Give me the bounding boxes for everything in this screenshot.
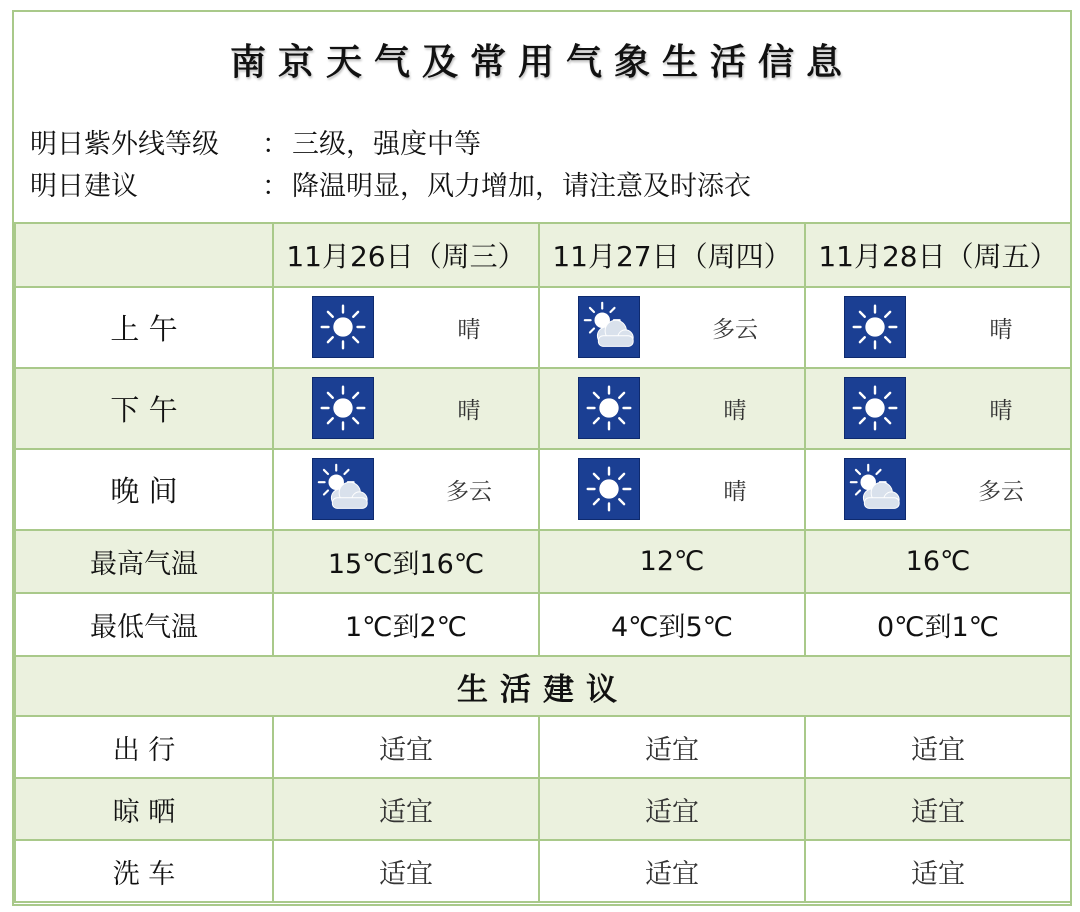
high-temp-label: 最高气温 bbox=[15, 530, 273, 593]
life-value: 适宜 bbox=[539, 716, 805, 778]
weather-cell bbox=[805, 449, 1071, 530]
life-section-title: 生活建议 bbox=[15, 656, 1071, 716]
life-label: 出 行 bbox=[15, 716, 273, 778]
weather-card bbox=[12, 10, 1072, 906]
period-label: 晚 间 bbox=[15, 449, 273, 530]
corner-cell bbox=[15, 223, 273, 287]
weather-cell bbox=[273, 368, 539, 449]
life-section-row bbox=[15, 656, 1071, 716]
weather-text: 晴 bbox=[723, 479, 747, 505]
partly-cloudy-icon bbox=[578, 296, 640, 358]
weather-text: 晴 bbox=[989, 398, 1013, 424]
weather-text: 晴 bbox=[457, 317, 481, 343]
weather-text: 多云 bbox=[446, 479, 492, 505]
weather-text: 晴 bbox=[989, 317, 1013, 343]
period-label: 上 午 bbox=[15, 287, 273, 368]
life-value: 适宜 bbox=[273, 716, 539, 778]
weather-cell bbox=[539, 287, 805, 368]
weather-text: 多云 bbox=[712, 317, 758, 343]
period-row-afternoon bbox=[15, 368, 1071, 449]
life-label: 晾 晒 bbox=[15, 778, 273, 840]
sun-icon bbox=[312, 296, 374, 358]
weather-cell bbox=[539, 368, 805, 449]
life-value: 适宜 bbox=[805, 778, 1071, 840]
life-value: 适宜 bbox=[805, 840, 1071, 902]
life-value: 适宜 bbox=[273, 840, 539, 902]
low-temp-label: 最低气温 bbox=[15, 593, 273, 656]
sun-icon bbox=[844, 377, 906, 439]
uv-label: 明日紫外线等级 bbox=[30, 129, 219, 160]
period-label: 下 午 bbox=[15, 368, 273, 449]
uv-row bbox=[30, 122, 481, 161]
date-header-row bbox=[15, 223, 1071, 287]
high-temp-value: 12℃ bbox=[539, 530, 805, 593]
high-temp-value: 15℃到16℃ bbox=[273, 530, 539, 593]
life-value: 适宜 bbox=[539, 840, 805, 902]
high-temp-value: 16℃ bbox=[805, 530, 1071, 593]
low-temp-value: 0℃到1℃ bbox=[805, 593, 1071, 656]
uv-separator: ： bbox=[262, 129, 289, 160]
life-label: 洗 车 bbox=[15, 840, 273, 902]
advice-separator: ： bbox=[262, 171, 289, 202]
page-title: 南京天气及常用气象生活信息 bbox=[229, 41, 854, 83]
life-value: 适宜 bbox=[805, 716, 1071, 778]
high-temp-row bbox=[15, 530, 1071, 593]
life-value: 适宜 bbox=[539, 778, 805, 840]
partly-cloudy-icon bbox=[844, 458, 906, 520]
weather-cell bbox=[805, 287, 1071, 368]
sun-icon bbox=[578, 377, 640, 439]
weather-cell bbox=[805, 368, 1071, 449]
sun-icon bbox=[844, 296, 906, 358]
date-header: 11月27日（周四） bbox=[539, 223, 805, 287]
period-row-morning bbox=[15, 287, 1071, 368]
advice-row bbox=[30, 164, 751, 203]
sun-icon bbox=[578, 458, 640, 520]
life-value: 适宜 bbox=[273, 778, 539, 840]
weather-cell bbox=[273, 287, 539, 368]
date-header: 11月26日（周三） bbox=[273, 223, 539, 287]
weather-cell bbox=[539, 449, 805, 530]
date-header: 11月28日（周五） bbox=[805, 223, 1071, 287]
weather-text: 晴 bbox=[723, 398, 747, 424]
period-row-evening bbox=[15, 449, 1071, 530]
low-temp-value: 4℃到5℃ bbox=[539, 593, 805, 656]
uv-value: 三级，强度中等 bbox=[292, 129, 481, 160]
life-row-travel bbox=[15, 716, 1071, 778]
weather-cell bbox=[273, 449, 539, 530]
life-row-carwash bbox=[15, 840, 1071, 902]
advice-label: 明日建议 bbox=[30, 171, 138, 202]
partly-cloudy-icon bbox=[312, 458, 374, 520]
low-temp-value: 1℃到2℃ bbox=[273, 593, 539, 656]
life-row-drying bbox=[15, 778, 1071, 840]
weather-text: 晴 bbox=[457, 398, 481, 424]
low-temp-row bbox=[15, 593, 1071, 656]
weather-text: 多云 bbox=[978, 479, 1024, 505]
advice-value: 降温明显，风力增加，请注意及时添衣 bbox=[292, 171, 751, 202]
sun-icon bbox=[312, 377, 374, 439]
forecast-table bbox=[14, 222, 1072, 903]
